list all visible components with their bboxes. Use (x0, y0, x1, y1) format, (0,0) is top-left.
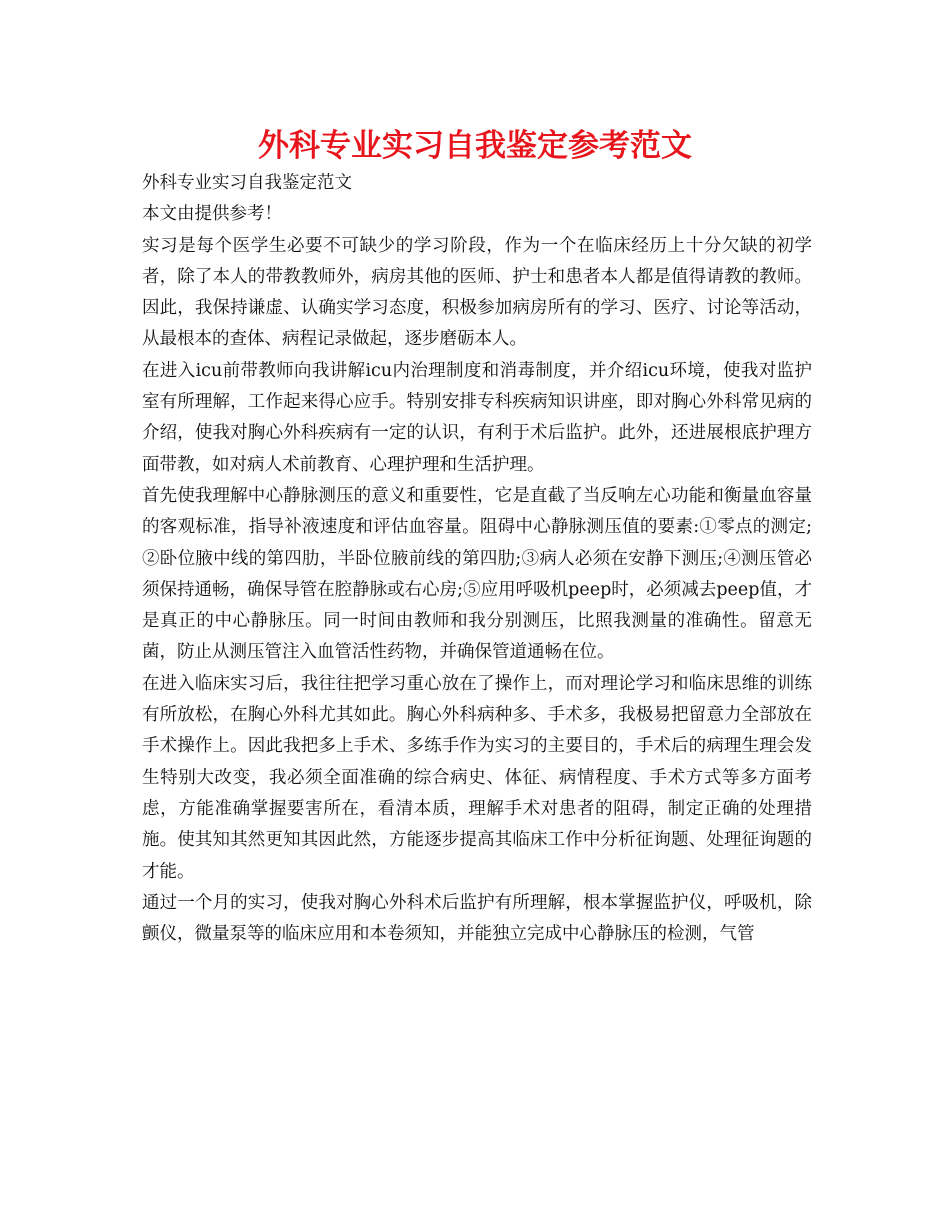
body-paragraph-4: 在进入临床实习后，我往往把学习重心放在了操作上，而对理论学习和临床思维的训练有所放松，在胸心外科尤其如此。胸心外科病种多、手术多，我极易把留意力全部放在手术操作上。因此我把多上手术、多练手作为实习的主要目的，手术后的病理生理会发生特别大改变，我必须全面准确的综合病史、体征、病情程度、手术方式等多方面考虑，方能准确掌握要害所在，看清本质，理解手术对患者的阻碍，制定正确的处理措施。使其知其然更知其因此然，方能逐步提高其临床工作中分析征询题、处理征询题的才能。 (142, 673, 812, 882)
body-paragraph-1: 实习是每个医学生必要不可缺少的学习阶段，作为一个在临床经历上十分欠缺的初学者，除了本人的带教教师外，病房其他的医师、护士和患者本人都是值得请教的教师。因此，我保持谦虚、认确实学习态度，积极参加病房所有的学习、医疗、讨论等活动，从最根本的查体、病程记录做起，逐步磨砺本人。 (142, 235, 812, 350)
document-title: 外科专业实习自我鉴定参考范文 (258, 128, 692, 164)
source-note-paragraph: 本文由提供参考！ (142, 204, 282, 225)
body-paragraph-2: 在进入icu前带教师向我讲解icu内治理制度和消毒制度，并介绍icu环境，使我对监护室有所理解，工作起来得心应手。特别安排专科疾病知识讲座，即对胸心外科常见病的介绍，使我对胸心外科疾病有一定的认识，有利于术后监护。此外，还进展根底护理方面带教，如对病人术前教育、心理护理和生活护理。 (142, 360, 812, 475)
subtitle-paragraph: 外科专业实习自我鉴定范文 (142, 173, 352, 193)
body-paragraph-5: 通过一个月的实习，使我对胸心外科术后监护有所理解，根本掌握监护仪，呼吸机，除颤仪，微量泵等的临床应用和本卷须知，并能独立完成中心静脉压的检测，气管 (142, 892, 812, 945)
body-paragraph-3: 首先使我理解中心静脉测压的意义和重要性，它是直截了当反响左心功能和衡量血容量的客观标准，指导补液速度和评估血容量。阻碍中心静脉测压值的要素:①零点的测定;②卧位腋中线的第四肋，半卧位腋前线的第四肋;③病人必须在安静下测压;④测压管必须保持通畅，确保导管在腔静脉或右心房;⑤应用呼吸机peep时，必须减去peep值，才是真正的中心静脉压。同一时间由教师和我分别测压，比照我测量的准确性。留意无菌，防止从测压管注入血管活性药物，并确保管道通畅在位。 (142, 485, 812, 663)
document-body (142, 168, 812, 950)
